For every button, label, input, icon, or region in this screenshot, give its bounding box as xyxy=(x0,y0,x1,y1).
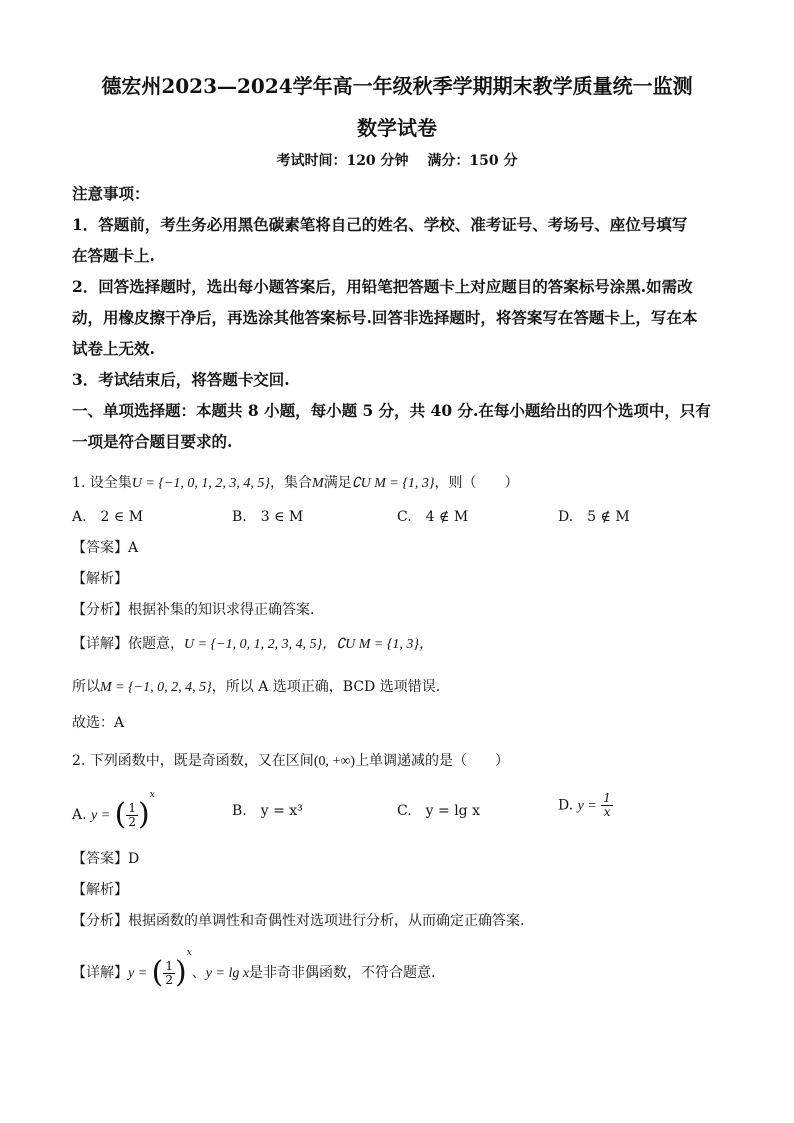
q1-stem xyxy=(72,472,519,492)
q1-universal-set: U = {−1, 0, 1, 2, 3, 4, 5} xyxy=(131,476,271,491)
left-paren: ( xyxy=(151,955,164,990)
q2-option-a xyxy=(72,790,155,830)
note-1-line-1: 1．答题前，考生务必用黑色碳素笔将自己的姓名、学校、准考证号、考场号、座位号填写 xyxy=(72,215,688,234)
fraction-denominator: x xyxy=(603,805,611,819)
q2-xj-suffix: 是非奇非偶函数，不符合题意. xyxy=(249,965,436,981)
q1-set-m: M xyxy=(312,476,324,491)
q2-option-b: B. y = x³ xyxy=(232,803,303,819)
q1-so-math: M = {−1, 0, 2, 4, 5} xyxy=(100,680,212,695)
note-2-line-3: 试卷上无效. xyxy=(72,339,155,358)
q2-option-d-fraction xyxy=(601,792,613,819)
q2-xiangjie-prefix: 【详解】 xyxy=(72,965,128,981)
q1-stem-prefix: 1. 设全集 xyxy=(72,475,132,491)
q2-option-a-fraction xyxy=(126,802,138,829)
q2-option-d-label: D. xyxy=(558,797,574,814)
q1-stem-mid2: 满足 xyxy=(323,475,352,491)
q2-xj-lg: y = lg x xyxy=(205,966,250,981)
q2-stem-suffix: 上单调递减的是（ ） xyxy=(355,753,510,769)
exam-title: 德宏州2023—2024学年高一年级秋季学期期末教学质量统一监测 xyxy=(101,74,693,98)
left-paren: ( xyxy=(114,797,127,832)
fraction-numerator: 1 xyxy=(128,800,136,815)
q2-option-d xyxy=(558,792,613,819)
q1-xiangjie-prefix: 【详解】依题意， xyxy=(72,636,184,652)
right-paren: ) xyxy=(138,797,150,832)
q2-option-a-label: A. xyxy=(72,807,87,823)
q1-xiangjie-math: U = {−1, 0, 1, 2, 3, 4, 5}，∁U M = {1, 3}， xyxy=(184,637,434,652)
right-paren: ) xyxy=(174,955,187,990)
q1-so-line xyxy=(72,676,440,696)
q1-conclusion: 故选：A xyxy=(72,715,125,731)
q2-option-d-y: y = xyxy=(577,798,597,814)
fraction-denominator: 2 xyxy=(128,814,136,829)
q1-answer: 【答案】A xyxy=(72,540,139,556)
q2-stem-prefix: 2. 下列函数中，既是奇函数，又在区间 xyxy=(72,753,314,769)
q2-option-c: C. y = lg x xyxy=(397,803,480,819)
q1-so-prefix: 所以 xyxy=(72,679,100,695)
fraction-denominator: 2 xyxy=(165,972,173,987)
q1-stem-mid: ，集合 xyxy=(270,475,313,491)
q2-option-a-exponent: x xyxy=(149,790,155,800)
q2-xj-exponent: x xyxy=(186,948,192,958)
exam-time-info: 考试时间：120 分钟 满分：150 分 xyxy=(276,153,518,169)
fraction-numerator: 1 xyxy=(165,958,173,973)
q1-so-suffix: ，所以 A 选项正确，BCD 选项错误. xyxy=(211,679,441,695)
q1-stem-suffix: ，则（ ） xyxy=(434,475,519,491)
q2-xiangjie xyxy=(72,948,436,988)
q1-option-a: A. 2 ∈ M xyxy=(72,509,144,525)
note-2-line-1: 2．回答选择题时，选出每小题答案后，用铅笔把答题卡上对应题目的答案标号涂黑.如需改 xyxy=(72,277,693,296)
note-3: 3．考试结束后，将答题卡交回. xyxy=(72,370,290,389)
q2-fenxi: 【分析】根据函数的单调性和奇偶性对选项进行分析，从而确定正确答案. xyxy=(72,913,525,929)
q1-option-d: D. 5 ∉ M xyxy=(558,509,630,525)
q2-xj-y: y = xyxy=(128,966,148,981)
q2-interval: (0, +∞) xyxy=(313,754,356,769)
q1-fenxi: 【分析】根据补集的知识求得正确答案. xyxy=(72,602,315,618)
q2-xj-fraction xyxy=(163,960,175,987)
q1-analysis-label: 【解析】 xyxy=(72,571,128,587)
section-1-heading-line-2: 一项是符合题目要求的. xyxy=(72,432,233,451)
note-2-line-2: 动，用橡皮擦干净后，再选涂其他答案标号.回答非选择题时，将答案写在答题卡上，写在本 xyxy=(72,308,698,327)
q2-stem xyxy=(72,750,509,770)
notes-heading: 注意事项： xyxy=(72,184,150,203)
q2-option-a-y: y = xyxy=(91,808,111,823)
q1-xiangjie xyxy=(72,633,433,653)
q1-option-c: C. 4 ∉ M xyxy=(397,509,469,525)
paper-subtitle: 数学试卷 xyxy=(357,116,437,140)
note-1-line-2: 在答题卡上. xyxy=(72,246,155,265)
q2-xj-separator: 、 xyxy=(191,965,206,981)
section-1-heading-line-1: 一、单项选择题：本题共 8 小题，每小题 5 分，共 40 分.在每小题给出的四个选项中，只有 xyxy=(72,401,711,420)
q2-answer: 【答案】D xyxy=(72,851,140,867)
fraction-numerator: 1 xyxy=(603,791,611,805)
q2-analysis-label: 【解析】 xyxy=(72,882,128,898)
q1-complement: ∁U M = {1, 3} xyxy=(351,476,435,491)
q1-option-b: B. 3 ∈ M xyxy=(232,509,304,525)
